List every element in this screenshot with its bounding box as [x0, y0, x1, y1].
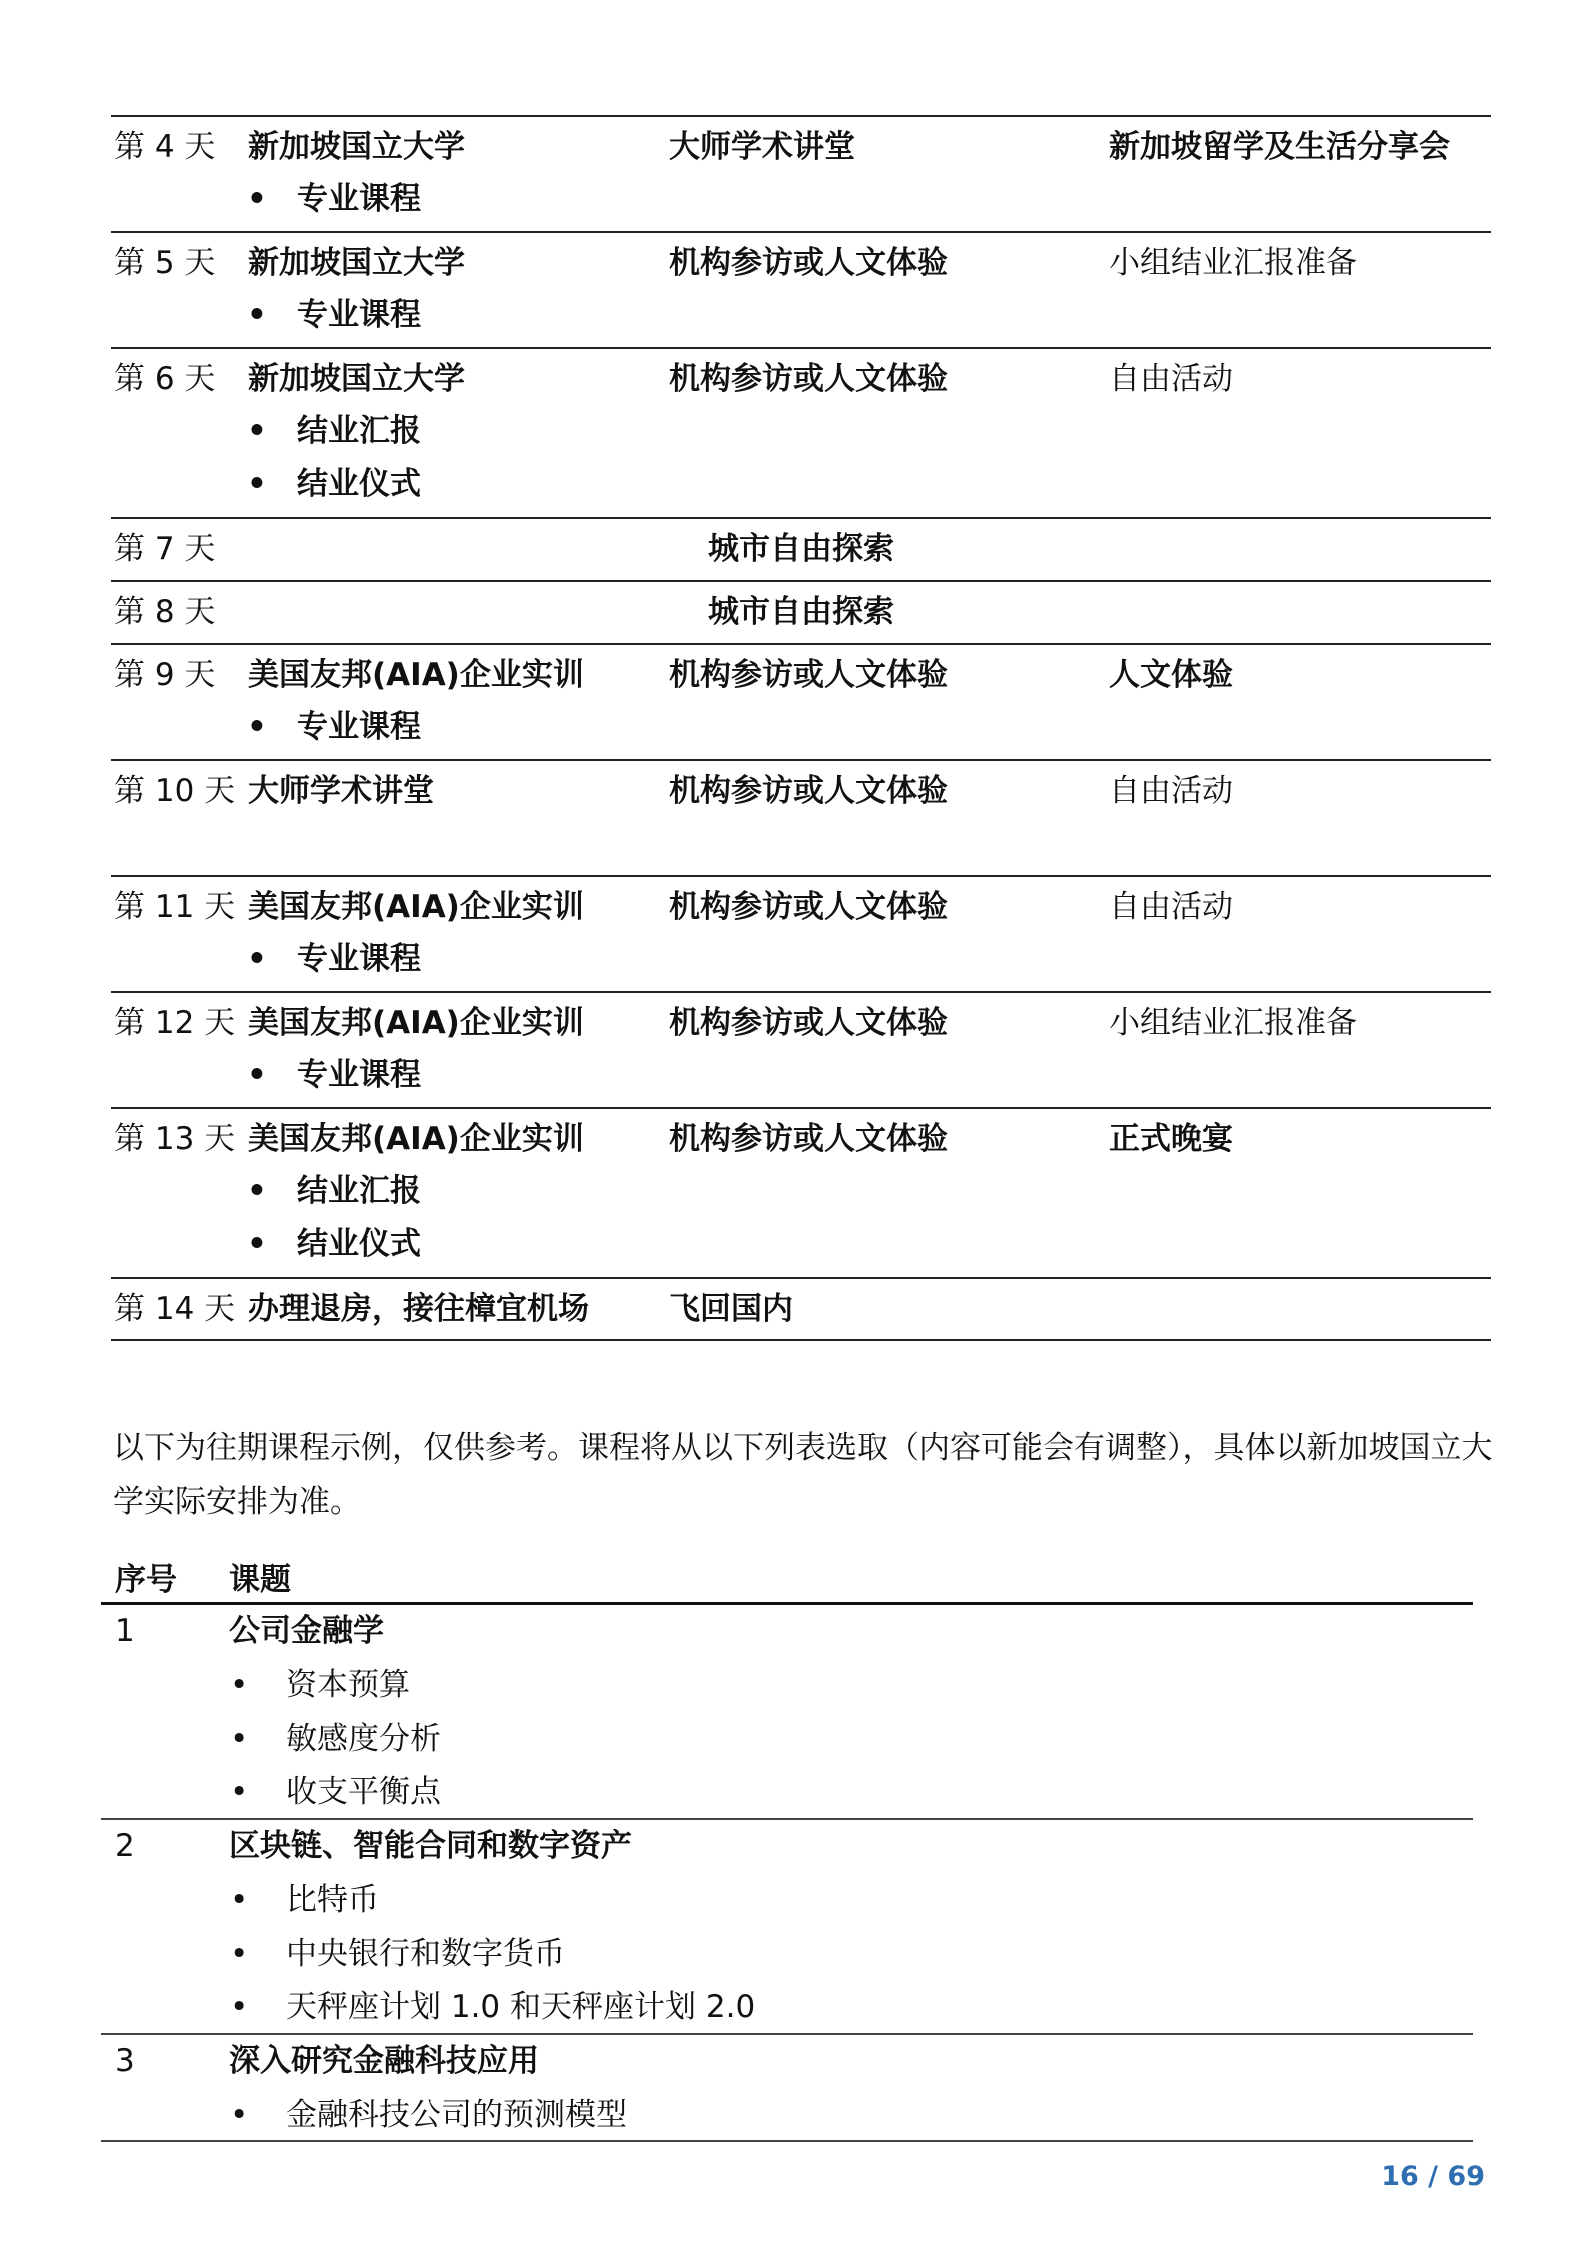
day-label: 第 6 天: [114, 361, 216, 397]
afternoon-activity: 机构参访或人文体验: [669, 773, 948, 809]
full-day-activity: 城市自由探索: [708, 531, 894, 567]
afternoon-activity: 机构参访或人文体验: [669, 1005, 948, 1041]
course-row: [101, 1820, 1473, 2035]
morning-activity: 大师学术讲堂: [248, 773, 434, 809]
evening-activity: 人文体验: [1109, 657, 1233, 693]
course-title: 区块链、智能合同和数字资产: [229, 1828, 632, 1864]
activity-bullet: • 专业课程: [297, 181, 421, 217]
day-label: 第 14 天: [114, 1291, 236, 1327]
course-subtopic: • 敏感度分析: [286, 1721, 441, 1757]
afternoon-activity: 机构参访或人文体验: [669, 361, 948, 397]
morning-activity: 美国友邦(AIA)企业实训: [248, 1121, 584, 1157]
evening-activity: 自由活动: [1109, 361, 1233, 397]
morning-activity: 美国友邦(AIA)企业实训: [248, 889, 584, 925]
activity-bullet: • 专业课程: [297, 1057, 421, 1093]
itinerary-table: [111, 115, 1491, 1341]
activity-bullet: • 专业课程: [297, 941, 421, 977]
full-day-activity: 城市自由探索: [708, 594, 894, 630]
evening-activity: 小组结业汇报准备: [1109, 1005, 1357, 1041]
course-subtopic: • 比特币: [286, 1882, 379, 1918]
itinerary-row: [111, 519, 1491, 582]
activity-bullet: • 结业仪式: [297, 466, 421, 502]
day-label: 第 5 天: [114, 245, 216, 281]
course-number: 3: [115, 2043, 135, 2079]
day-label: 第 7 天: [114, 531, 216, 567]
intro-paragraph: 以下为往期课程示例，仅供参考。课程将从以下列表选取（内容可能会有调整），具体以新加坡国立大学实际安排为准。: [113, 1430, 1493, 1520]
course-subtopic: • 收支平衡点: [286, 1774, 441, 1810]
day-label: 第 9 天: [114, 657, 216, 693]
itinerary-row: [111, 582, 1491, 645]
morning-activity: 美国友邦(AIA)企业实训: [248, 657, 584, 693]
course-row: [101, 1605, 1473, 1820]
evening-activity: 自由活动: [1109, 773, 1233, 809]
evening-activity: 小组结业汇报准备: [1109, 245, 1357, 281]
itinerary-row: [111, 645, 1491, 761]
afternoon-activity: 机构参访或人文体验: [669, 1121, 948, 1157]
afternoon-activity: 机构参访或人文体验: [669, 245, 948, 281]
day-label: 第 13 天: [114, 1121, 236, 1157]
course-table-header: [101, 1548, 1473, 1605]
activity-bullet: • 专业课程: [297, 297, 421, 333]
header-topic: 课题: [229, 1562, 291, 1598]
afternoon-activity: 飞回国内: [669, 1291, 793, 1327]
morning-activity: 新加坡国立大学: [248, 361, 465, 397]
course-title: 公司金融学: [229, 1613, 384, 1649]
activity-bullet: • 结业仪式: [297, 1226, 421, 1262]
evening-activity: 正式晚宴: [1109, 1121, 1233, 1157]
day-label: 第 11 天: [114, 889, 236, 925]
itinerary-row: [111, 117, 1491, 233]
activity-bullet: • 专业课程: [297, 709, 421, 745]
morning-activity: 新加坡国立大学: [248, 245, 465, 281]
afternoon-activity: 机构参访或人文体验: [669, 657, 948, 693]
course-table: [101, 1548, 1473, 2142]
afternoon-activity: 机构参访或人文体验: [669, 889, 948, 925]
course-subtopic: • 金融科技公司的预测模型: [286, 2097, 627, 2133]
course-number: 2: [115, 1828, 135, 1864]
course-row: [101, 2035, 1473, 2142]
evening-activity: 自由活动: [1109, 889, 1233, 925]
header-number: 序号: [115, 1562, 177, 1598]
day-label: 第 12 天: [114, 1005, 236, 1041]
evening-activity: 新加坡留学及生活分享会: [1109, 129, 1450, 165]
course-subtopic: • 中央银行和数字货币: [286, 1936, 565, 1972]
itinerary-row: [111, 877, 1491, 993]
day-label: 第 10 天: [114, 773, 236, 809]
itinerary-row: [111, 761, 1491, 877]
course-subtopic: • 资本预算: [286, 1667, 410, 1703]
page-number: 16 / 69: [1381, 2161, 1485, 2192]
activity-bullet: • 结业汇报: [297, 1173, 421, 1209]
day-label: 第 8 天: [114, 594, 216, 630]
itinerary-row: [111, 1109, 1491, 1279]
course-subtopic: • 天秤座计划 1.0 和天秤座计划 2.0: [286, 1989, 755, 2025]
morning-activity: 办理退房，接往樟宜机场: [248, 1291, 589, 1327]
itinerary-row: [111, 349, 1491, 519]
day-label: 第 4 天: [114, 129, 216, 165]
course-title: 深入研究金融科技应用: [229, 2043, 539, 2079]
itinerary-row: [111, 1279, 1491, 1341]
itinerary-row: [111, 233, 1491, 349]
morning-activity: 新加坡国立大学: [248, 129, 465, 165]
morning-activity: 美国友邦(AIA)企业实训: [248, 1005, 584, 1041]
afternoon-activity: 大师学术讲堂: [669, 129, 855, 165]
activity-bullet: • 结业汇报: [297, 413, 421, 449]
itinerary-row: [111, 993, 1491, 1109]
course-number: 1: [115, 1613, 135, 1649]
